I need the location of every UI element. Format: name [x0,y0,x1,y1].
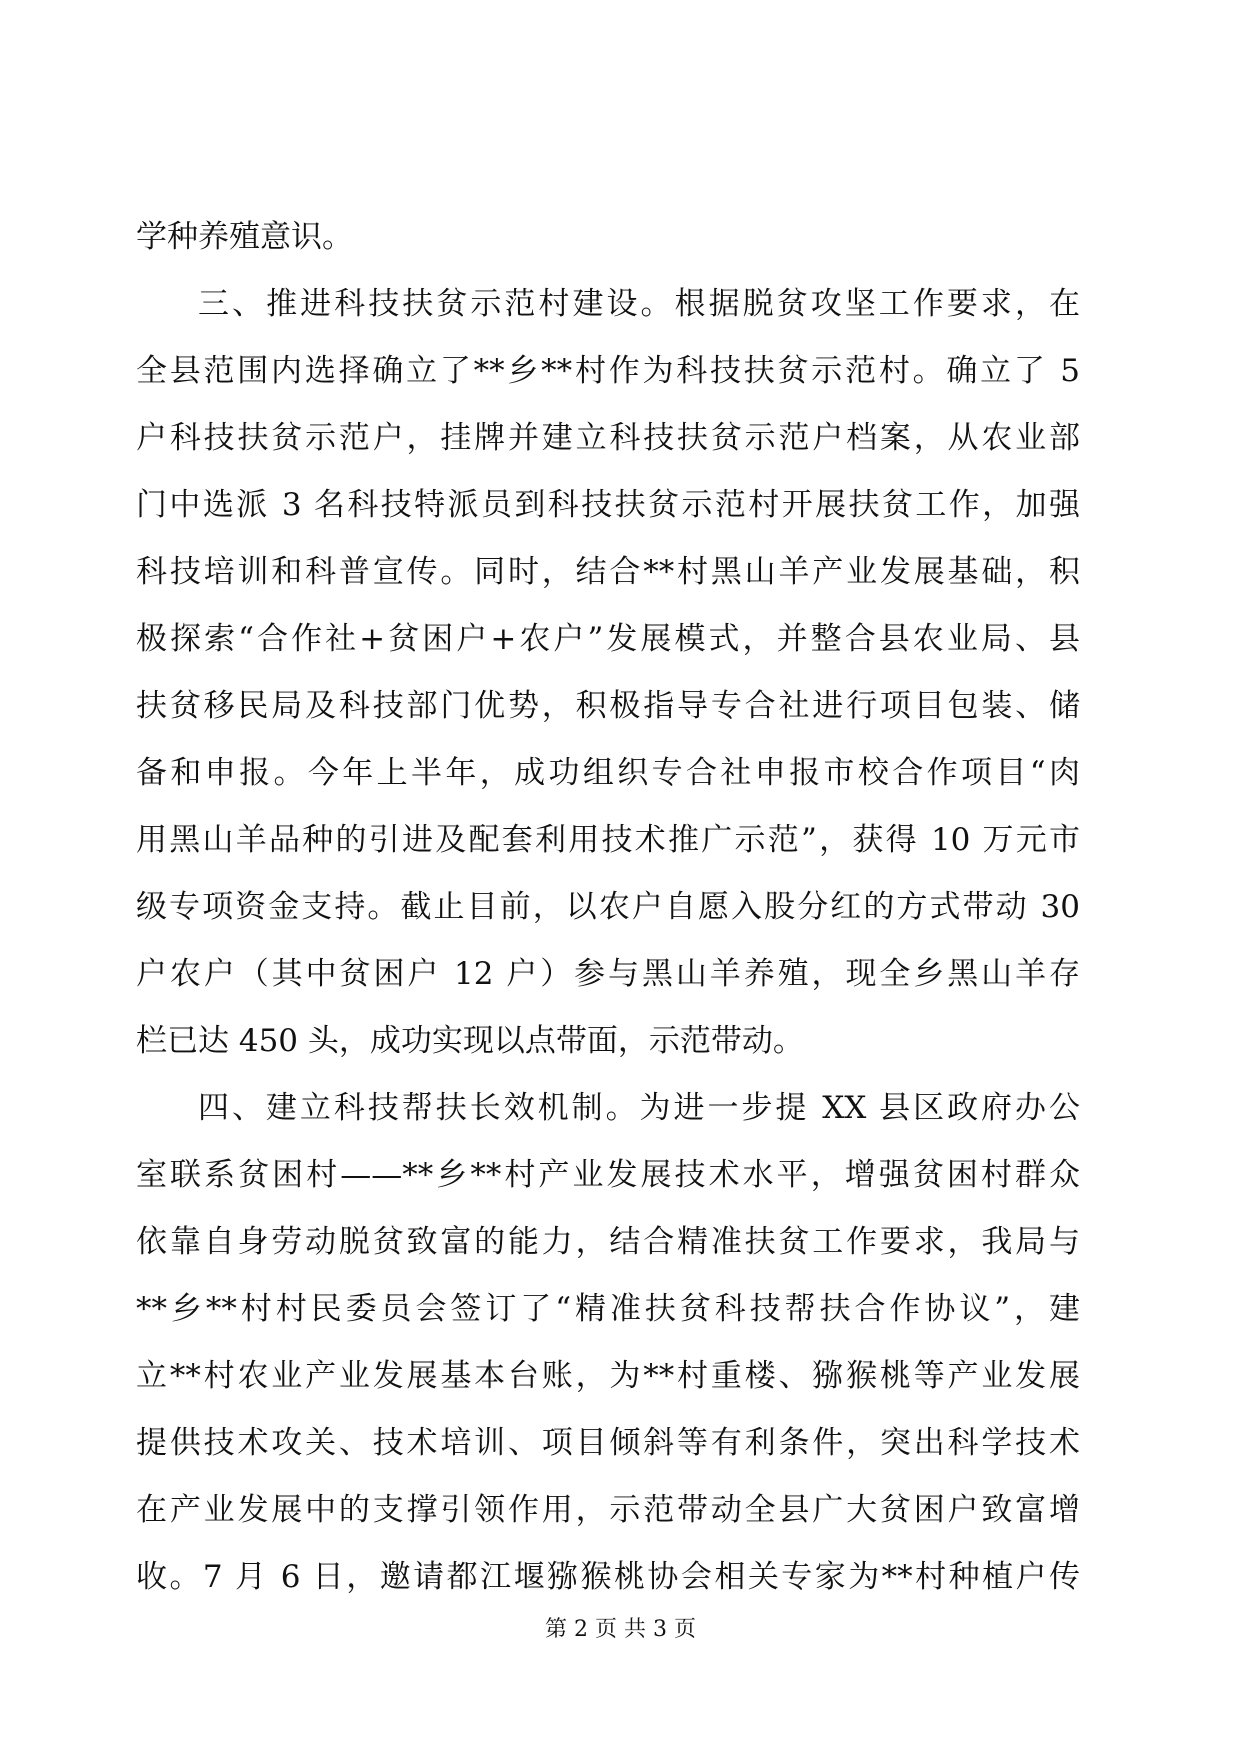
text-line-06: 科技培训和科普宣传。同时，结合**村黑山羊产业发展基础，积 [136,554,1080,590]
section-four-heading-line: 四、建立科技帮扶长效机制。为进一步提 XX 县区政府办公 [198,1090,1080,1126]
text-line-13: 栏已达 450 头，成功实现以点带面，示范带动。 [136,1023,804,1059]
text-line-16: 依靠自身劳动脱贫致富的能力，结合精准扶贫工作要求，我局与 [136,1224,1080,1260]
section-three-heading-line: 三、推进科技扶贫示范村建设。根据脱贫攻坚工作要求，在 [198,286,1080,322]
page-footer: 第 2 页 共 3 页 [545,1617,696,1642]
text-line-09: 备和申报。今年上半年，成功组织专合社申报市校合作项目“肉 [136,755,1080,791]
text-line-19: 提供技术攻关、技术培训、项目倾斜等有利条件，突出科学技术 [136,1425,1080,1461]
text-line-11: 级专项资金支持。截止目前，以农户自愿入股分红的方式带动 30 [136,889,1080,925]
text-line-21: 收。7 月 6 日，邀请都江堰猕猴桃协会相关专家为**村种植户传 [136,1559,1080,1595]
text-line-05: 门中选派 3 名科技特派员到科技扶贫示范村开展扶贫工作，加强 [136,487,1080,523]
text-line-07: 极探索“合作社+贫困户+农户”发展模式，并整合县农业局、县 [136,621,1080,657]
text-line-12: 户农户（其中贫困户 12 户）参与黑山羊养殖，现全乡黑山羊存 [136,956,1080,992]
text-line-04: 户科技扶贫示范户，挂牌并建立科技扶贫示范户档案，从农业部 [136,420,1080,456]
text-line-08: 扶贫移民局及科技部门优势，积极指导专合社进行项目包装、储 [136,688,1080,724]
document-body [136,204,1080,1611]
text-line-10: 用黑山羊品种的引进及配套利用技术推广示范”，获得 10 万元市 [136,822,1080,858]
text-line-18: 立**村农业产业发展基本台账，为**村重楼、猕猴桃等产业发展 [136,1358,1080,1394]
text-line-15: 室联系贫困村——**乡**村产业发展技术水平，增强贫困村群众 [136,1157,1080,1193]
text-line-01: 学种养殖意识。 [136,219,353,255]
text-line-17: **乡**村村民委员会签订了“精准扶贫科技帮扶合作协议”，建 [136,1291,1080,1327]
text-line-20: 在产业发展中的支撑引领作用，示范带动全县广大贫困户致富增 [136,1492,1080,1528]
text-line-03: 全县范围内选择确立了**乡**村作为科技扶贫示范村。确立了 5 [136,353,1080,389]
